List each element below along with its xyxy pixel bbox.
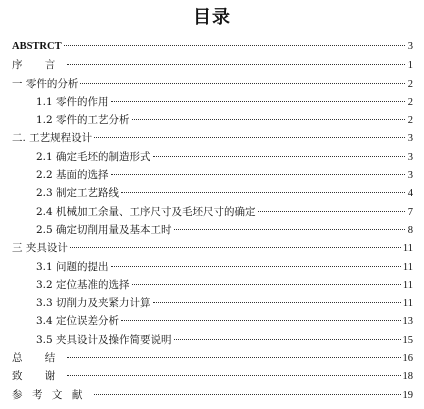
dot-leader: [80, 83, 405, 84]
toc-entry-label: 致 谢: [12, 370, 65, 383]
dot-leader: [153, 156, 405, 157]
toc-entry[interactable]: [12, 331, 413, 349]
toc-entry-page-number: 3: [407, 41, 413, 52]
toc-entry[interactable]: [12, 111, 413, 129]
toc-entry-label: 三 夹具设计: [12, 242, 68, 255]
toc-entry-page-number: 11: [402, 261, 413, 273]
toc-entry-page-number: 11: [402, 279, 413, 291]
toc-entry[interactable]: [12, 221, 413, 239]
toc-entry[interactable]: [12, 349, 413, 367]
toc-entry-page-number: 11: [402, 243, 413, 255]
toc-entry[interactable]: [12, 367, 413, 385]
toc-entry[interactable]: [12, 239, 413, 257]
toc-entry-label: 1.2 零件的工艺分析: [36, 114, 130, 127]
toc-entry[interactable]: [12, 75, 413, 93]
dot-leader: [67, 64, 405, 65]
dot-leader: [111, 266, 401, 267]
toc-entry-label: ABSTRCT: [12, 41, 62, 52]
toc-entry-label: 2.5 确定切削用量及基本工时: [36, 223, 172, 236]
dot-leader: [132, 284, 401, 285]
toc-entry-label: 1.1 零件的作用: [36, 95, 109, 108]
toc-entry-page-number: 3: [407, 133, 413, 145]
toc-entry-label: 2.3 制定工艺路线: [36, 187, 120, 200]
toc-entry-page-number: 16: [402, 353, 413, 365]
dot-leader: [132, 119, 405, 120]
toc-entry[interactable]: [12, 148, 413, 166]
toc-entry-page-number: 11: [402, 298, 413, 310]
dot-leader: [94, 394, 401, 395]
toc-entry-label: 3.2 定位基准的选择: [36, 278, 130, 291]
dot-leader: [153, 302, 401, 303]
dot-leader: [121, 320, 400, 321]
dot-leader: [258, 211, 405, 212]
toc-entry[interactable]: [12, 38, 413, 56]
toc-entry-page-number: 2: [407, 96, 413, 108]
toc-entry-label: 一 零件的分析: [12, 77, 79, 90]
toc-entry-label: 序 言: [12, 59, 65, 72]
dot-leader: [67, 357, 401, 358]
dot-leader: [111, 101, 405, 102]
toc-entry-page-number: 2: [407, 78, 413, 90]
toc-entry[interactable]: [12, 386, 413, 404]
toc-entry[interactable]: [12, 184, 413, 202]
toc-entry[interactable]: [12, 93, 413, 111]
toc-entry-page-number: 4: [407, 188, 413, 200]
toc-entry-page-number: 3: [407, 151, 413, 163]
dot-leader: [111, 174, 405, 175]
dot-leader: [70, 247, 401, 248]
toc-entry-label: 3.1 问题的提出: [36, 260, 109, 273]
toc-entry-label: 2.2 基面的选择: [36, 169, 109, 182]
dot-leader: [174, 339, 401, 340]
toc-entry-page-number: 8: [407, 224, 413, 236]
page-title: 目录: [193, 7, 231, 28]
toc-entry-label: 3.3 切削力及夹紧力计算: [36, 297, 151, 310]
table-of-contents: [12, 38, 413, 404]
toc-entry-label: 3.4 定位误差分析: [36, 315, 120, 328]
toc-entry-label: 2.4 机械加工余量、工序尺寸及毛坯尺寸的确定: [36, 205, 256, 218]
toc-entry-page-number: 19: [402, 389, 413, 401]
toc-entry-page-number: 7: [407, 206, 413, 218]
toc-entry-label: 参考文献: [12, 388, 92, 401]
toc-entry[interactable]: [12, 276, 413, 294]
toc-entry-page-number: 15: [402, 334, 413, 346]
toc-entry[interactable]: [12, 312, 413, 330]
dot-leader: [121, 192, 405, 193]
toc-entry[interactable]: [12, 129, 413, 147]
toc-entry-label: 二. 工艺规程设计: [12, 132, 93, 145]
toc-entry-page-number: 3: [407, 170, 413, 182]
dot-leader: [64, 45, 405, 46]
toc-entry[interactable]: [12, 203, 413, 221]
toc-entry-label: 2.1 确定毛坯的制造形式: [36, 150, 151, 163]
toc-entry[interactable]: [12, 56, 413, 74]
toc-entry-label: 总 结: [12, 352, 65, 365]
toc-entry-page-number: 2: [407, 115, 413, 127]
toc-entry-page-number: 1: [407, 60, 413, 72]
dot-leader: [94, 137, 405, 138]
toc-entry-page-number: 18: [402, 371, 413, 383]
toc-entry[interactable]: [12, 166, 413, 184]
toc-entry[interactable]: [12, 258, 413, 276]
toc-entry-label: 3.5 夹具设计及操作简要说明: [36, 333, 172, 346]
toc-entry[interactable]: [12, 294, 413, 312]
toc-entry-page-number: 13: [402, 316, 413, 328]
dot-leader: [174, 229, 405, 230]
dot-leader: [67, 375, 401, 376]
